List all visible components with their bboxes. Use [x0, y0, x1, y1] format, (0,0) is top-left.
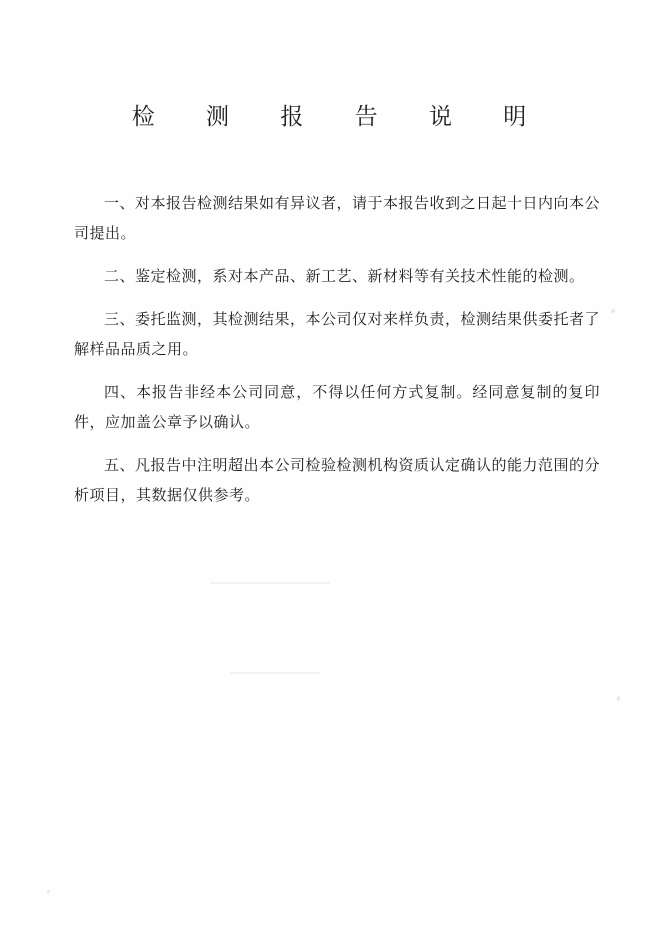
scan-speck	[611, 309, 615, 313]
bleed-through-mark	[230, 672, 320, 674]
clause-5: 五、凡报告中注明超出本公司检验检测机构资质认定确认的能力范围的分析项目，其数据仅供参考。	[74, 456, 601, 504]
clause-1: 一、对本报告检测结果如有异议者，请于本报告收到之日起十日内向本公司提出。	[74, 194, 601, 242]
document-body	[74, 188, 600, 523]
clause-2: 二、鉴定检测，系对本产品、新工艺、新材料等有关技术性能的检测。	[104, 267, 585, 285]
page-title: 检 测 报 告 说 明	[131, 104, 549, 130]
scan-speck	[617, 696, 620, 701]
scan-speck	[47, 890, 50, 893]
bleed-through-mark	[210, 582, 330, 584]
clause-3: 三、委托监测，其检测结果，本公司仅对来样负责，检测结果供委托者了解样品品质之用。	[74, 310, 601, 358]
clause-4: 四、本报告非经本公司同意，不得以任何方式复制。经同意复制的复印件，应加盖公章予以确认。	[74, 383, 600, 431]
